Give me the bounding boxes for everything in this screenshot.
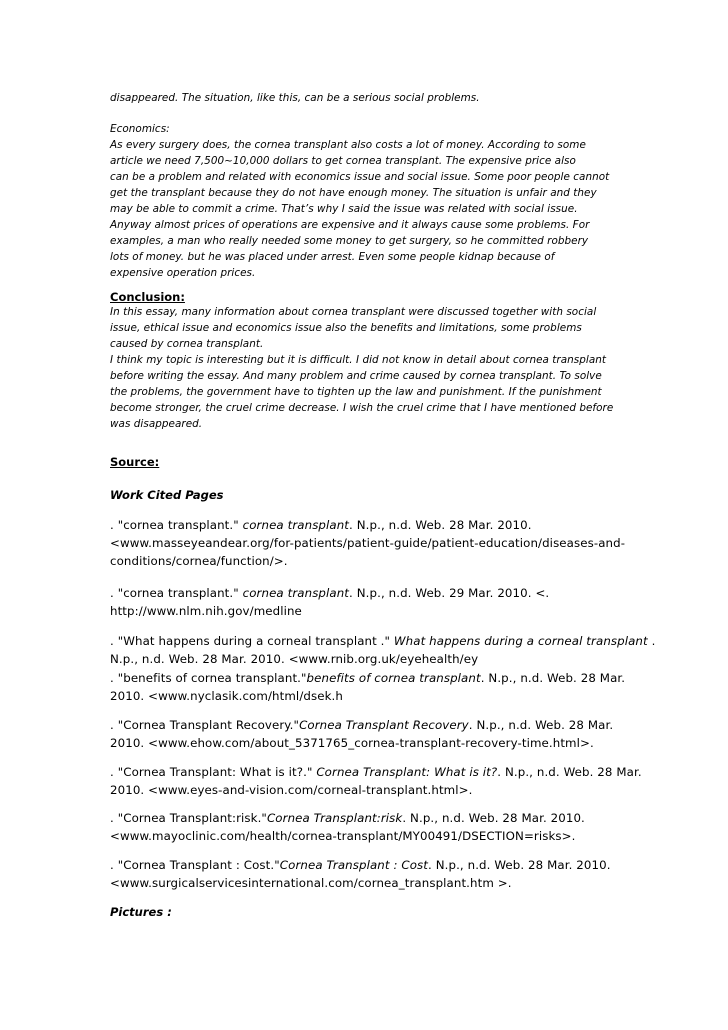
- text-line: may be able to commit a crime. That’s why I said the issue was related with social issue.: [110, 203, 578, 215]
- citation-title: cornea transplant: [242, 586, 350, 600]
- citation-url: conditions/cornea/function/>.: [110, 554, 288, 568]
- citation-url: 2010. <www.nyclasik.com/html/dsek.h: [110, 689, 343, 703]
- citation-entry: [110, 809, 622, 845]
- text-line: become stronger, the cruel crime decrease. I wish the cruel crime that I have mentioned before: [110, 402, 614, 414]
- citation-details: . N.p., n.d. Web. 28 Mar.: [497, 765, 642, 779]
- intro-paragraph: [110, 90, 620, 106]
- text-line: In this essay, many information about cornea transplant were discussed together with social: [110, 306, 597, 318]
- works-cited-heading: Work Cited Pages: [110, 488, 224, 502]
- text-line: caused by cornea transplant.: [110, 338, 264, 350]
- text-line: can be a problem and related with economics issue and social issue. Some poor people cannot: [110, 171, 610, 183]
- economics-heading: Economics:: [110, 123, 170, 135]
- citation-entry: [110, 716, 622, 752]
- text-line: the problems, the government have to tighten up the law and punishment. If the punishment: [110, 386, 602, 398]
- citation-entry: [110, 856, 622, 892]
- citation-title: cornea transplant: [242, 518, 350, 532]
- citation-url: <www.surgicalservicesinternational.com/cornea_transplant.htm >.: [110, 876, 512, 890]
- citation-title: What happens during a corneal transplant: [393, 634, 648, 648]
- citation-details: . N.p., n.d. Web. 28 Mar.: [480, 671, 626, 685]
- text-line: examples, a man who really needed some money to get surgery, so he committed robbery: [110, 235, 589, 247]
- citation-entry: [110, 763, 642, 799]
- citation-title: Cornea Transplant Recovery: [299, 718, 469, 732]
- text-line: I think my topic is interesting but it is difficult. I did not know in detail about cornea transplant: [110, 354, 607, 366]
- conclusion-heading: Conclusion:: [110, 290, 185, 304]
- citation-entry: [110, 516, 626, 570]
- citation-entry: [110, 632, 656, 668]
- conclusion-section: [110, 304, 620, 432]
- citation-details: . N.p., n.d. Web. 28 Mar. 2010.: [402, 811, 585, 825]
- text-line: get the transplant because they do not have enough money. The situation is unfair and they: [110, 187, 597, 199]
- text-line: lots of money. but he was placed under arrest. Even some people kidnap because of: [110, 251, 555, 263]
- text-line: issue, ethical issue and economics issue also the benefits and limitations, some problems: [110, 322, 582, 334]
- citation-title: Cornea Transplant : Cost: [279, 858, 429, 872]
- citation-details: . N.p., n.d. Web. 28 Mar.: [468, 718, 614, 732]
- text-line: before writing the essay. And many problem and crime caused by cornea transplant. To solve: [110, 370, 602, 382]
- citation-url: <www.masseyeandear.org/for-patients/patient-guide/patient-education/diseases-and-: [110, 536, 626, 550]
- citation-details: .: [647, 634, 656, 648]
- citation-details: . N.p., n.d. Web. 29 Mar. 2010. <.: [349, 586, 550, 600]
- citation-prefix: . "cornea transplant.": [110, 586, 243, 600]
- citation-details: . N.p., n.d. Web. 28 Mar. 2010.: [349, 518, 532, 532]
- citation-prefix: . "benefits of cornea transplant.": [110, 671, 307, 685]
- citation-entry: [110, 669, 626, 705]
- citation-url: <www.mayoclinic.com/health/cornea-transplant/MY00491/DSECTION=risks>.: [110, 829, 576, 843]
- citation-title: Cornea Transplant: What is it?: [316, 765, 498, 779]
- citation-entry: [110, 584, 622, 620]
- citation-url: N.p., n.d. Web. 28 Mar. 2010. <www.rnib.org.uk/eyehealth/ey: [110, 652, 479, 666]
- citation-prefix: . "Cornea Transplant: What is it?.": [110, 765, 317, 779]
- citation-url: http://www.nlm.nih.gov/medline: [110, 604, 302, 618]
- citation-prefix: . "Cornea Transplant:risk.": [110, 811, 267, 825]
- text-line: disappeared. The situation, like this, can be a serious social problems.: [110, 92, 480, 104]
- citation-prefix: . "What happens during a corneal transplant .": [110, 634, 394, 648]
- citation-prefix: . "cornea transplant.": [110, 518, 243, 532]
- text-line: was disappeared.: [110, 418, 203, 430]
- text-line: expensive operation prices.: [110, 267, 256, 279]
- economics-section: [110, 121, 620, 281]
- citation-url: 2010. <www.ehow.com/about_5371765_cornea-transplant-recovery-time.html>.: [110, 736, 594, 750]
- citation-title: benefits of cornea transplant: [306, 671, 481, 685]
- text-line: article we need 7,500~10,000 dollars to get cornea transplant. The expensive price also: [110, 155, 576, 167]
- source-heading: Source:: [110, 455, 160, 469]
- text-line: Anyway almost prices of operations are expensive and it always cause some problems. For: [110, 219, 590, 231]
- citation-title: Cornea Transplant:risk: [266, 811, 403, 825]
- text-line: As every surgery does, the cornea transplant also costs a lot of money. According to some: [110, 139, 586, 151]
- citation-prefix: . "Cornea Transplant : Cost.": [110, 858, 280, 872]
- citation-prefix: . "Cornea Transplant Recovery.": [110, 718, 300, 732]
- citation-details: . N.p., n.d. Web. 28 Mar. 2010.: [428, 858, 611, 872]
- citation-url: 2010. <www.eyes-and-vision.com/corneal-transplant.html>.: [110, 783, 473, 797]
- pictures-heading: Pictures :: [110, 905, 172, 919]
